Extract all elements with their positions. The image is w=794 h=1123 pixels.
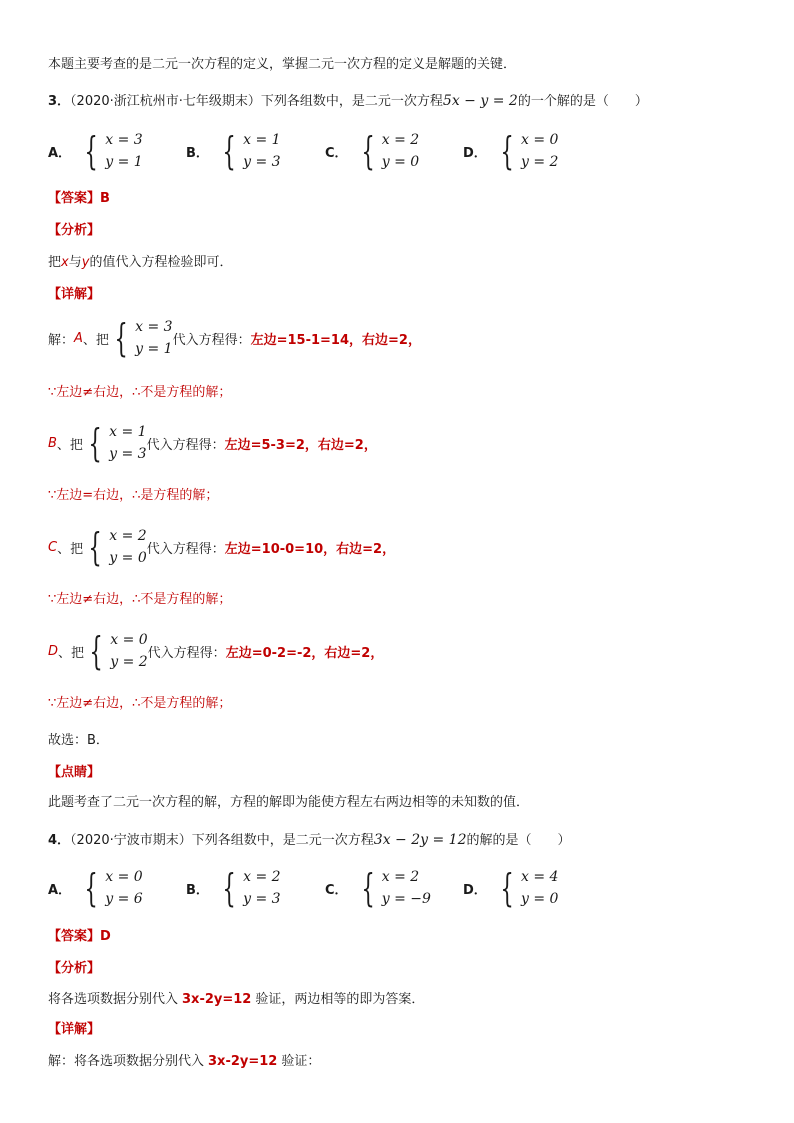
q3-step-c [48,525,395,569]
sys-line: y = 6 [105,891,143,907]
q3-step-a [48,316,421,360]
step-letter: A [74,330,83,346]
sys-line: y = 0 [109,550,147,566]
step-mid: 代入方程得： [146,437,225,453]
q4-source: （2020·宁波市期末） [70,833,192,848]
brace-icon: { [500,129,514,173]
step-calc: 左边=0-2=-2，右边=2， [225,645,384,661]
answer-value: B [100,191,110,206]
option-label: D． [463,145,487,161]
option-label: B． [186,145,209,161]
analysis-var-x: x [61,255,69,270]
option-label: C． [325,882,348,898]
q4-answer [48,928,111,946]
step-sep: 、把 [56,437,83,453]
sys-line: x = 3 [105,132,143,148]
sys-line: y = 2 [110,654,148,670]
q4-option-c[interactable] [325,866,431,910]
step-mid: 代入方程得： [146,541,225,557]
analysis-var-y: y [81,255,90,270]
step-letter: C [48,539,58,555]
step-letter: D [48,643,59,659]
q3-analysis [48,254,232,272]
step-calc: 左边=10-0=10，右边=2， [224,541,396,557]
q4-equation: 3x − 2y = 12 [373,832,467,848]
sys-line: x = 1 [243,132,281,148]
brace-icon: { [360,866,375,910]
option-label: D． [463,882,487,898]
q3-step-a-conclusion: ∵左边≠右边，∴不是方程的解； [48,385,232,400]
sys-line: x = 2 [381,869,420,885]
q3-comment: 此题考查了二元一次方程的解，方程的解即为能使方程左右两边相等的未知数的值． [48,795,530,810]
step-letter: B [48,435,57,451]
sys-line: x = 2 [381,132,420,148]
q4-analysis [48,991,424,1009]
answer-tag: 【答案】 [48,929,101,944]
q4-number: 4． [48,833,71,848]
q3-stem-after: 的一个解的是（ ） [517,94,648,109]
q3-stem [48,92,648,111]
step-mid: 代入方程得： [147,645,226,661]
brace-icon: { [84,866,98,910]
step-calc: 左边=15-1=14，右边=2， [250,332,421,348]
option-label: B． [186,882,209,898]
q4-detail-tag: 【详解】 [48,1022,101,1037]
brace-icon: { [88,525,102,569]
sys-line: x = 0 [110,632,148,648]
sys-line: y = 3 [243,891,281,907]
brace-icon: { [88,421,102,465]
brace-icon: { [222,129,236,173]
q3-number: 3． [48,94,71,109]
q3-option-d[interactable] [463,129,558,173]
sys-line: y = 2 [520,154,559,170]
q3-source: （2020·浙江杭州市·七年级期末） [70,94,261,109]
q4-option-a[interactable] [48,866,143,910]
analysis-text: 把 [48,255,62,270]
q4-stem [48,831,571,850]
analysis-text: 与 [68,255,82,270]
option-label: A． [48,882,72,898]
step-sep: 、把 [57,541,84,557]
sys-line: y = 0 [520,891,559,907]
analysis-equation: 3x-2y=12 [182,992,252,1007]
q4-detail [48,1053,320,1071]
q3-step-d [48,629,383,673]
sys-line: x = 0 [520,132,559,148]
q3-option-a[interactable] [48,129,143,173]
brace-icon: { [89,629,103,673]
sys-line: y = 0 [381,154,420,170]
q3-step-b [48,421,377,465]
q3-option-b[interactable] [186,129,281,173]
answer-tag: 【答案】 [48,191,101,206]
brace-icon: { [114,316,128,360]
step-sep: 、把 [58,645,85,661]
q3-step-c-conclusion: ∵左边≠右边，∴不是方程的解； [48,592,232,607]
q3-detail-tag: 【详解】 [48,287,101,302]
q3-step-d-conclusion: ∵左边≠右边，∴不是方程的解； [48,696,232,711]
q3-option-c[interactable] [325,129,419,173]
q4-analysis-tag: 【分析】 [48,961,101,976]
sys-line: x = 2 [243,869,281,885]
q3-final: 故选：B． [48,733,109,748]
sys-line: x = 4 [520,869,559,885]
sys-line: y = 1 [135,341,173,357]
sys-line: x = 2 [109,528,147,544]
step-calc: 左边=5-3=2，右边=2， [224,437,377,453]
intro-line: 本题主要考查的是二元一次方程的定义，掌握二元一次方程的定义是解题的关键． [48,57,517,72]
sys-line: x = 1 [109,424,147,440]
option-label: C． [325,145,348,161]
q3-equation: 5x − y = 2 [442,93,518,109]
sys-line: x = 3 [135,319,173,335]
step-prefix: 解： [48,332,75,348]
brace-icon: { [500,866,514,910]
sys-line: y = 1 [105,154,143,170]
analysis-text: 将各选项数据分别代入 [48,992,179,1007]
sys-line: x = 0 [105,869,143,885]
q3-stem-before: 下列各组数中，是二元一次方程 [260,94,443,109]
detail-text: 解：将各选项数据分别代入 [48,1054,205,1069]
option-label: A． [48,145,72,161]
answer-value: D [100,929,111,944]
detail-equation: 3x-2y=12 [208,1054,278,1069]
q3-analysis-tag: 【分析】 [48,223,101,238]
q4-stem-after: 的解的是（ ） [466,833,571,848]
sys-line: y = 3 [109,446,147,462]
analysis-text: 验证，两边相等的即为答案． [255,992,425,1007]
sys-line: y = 3 [243,154,281,170]
step-sep: 、把 [82,332,109,348]
brace-icon: { [360,129,375,173]
q4-option-d[interactable] [463,866,558,910]
brace-icon: { [84,129,98,173]
q3-answer [48,190,110,208]
q4-stem-before: 下列各组数中，是二元一次方程 [191,833,374,848]
analysis-text: 的值代入方程检验即可． [89,255,233,270]
step-mid: 代入方程得： [172,332,251,348]
brace-icon: { [222,866,236,910]
sys-line: y = −9 [381,891,431,907]
detail-text: 验证： [281,1054,321,1069]
q4-option-b[interactable] [186,866,281,910]
q3-comment-tag: 【点睛】 [48,765,101,780]
q3-step-b-conclusion: ∵左边=右边，∴是方程的解； [48,488,219,503]
